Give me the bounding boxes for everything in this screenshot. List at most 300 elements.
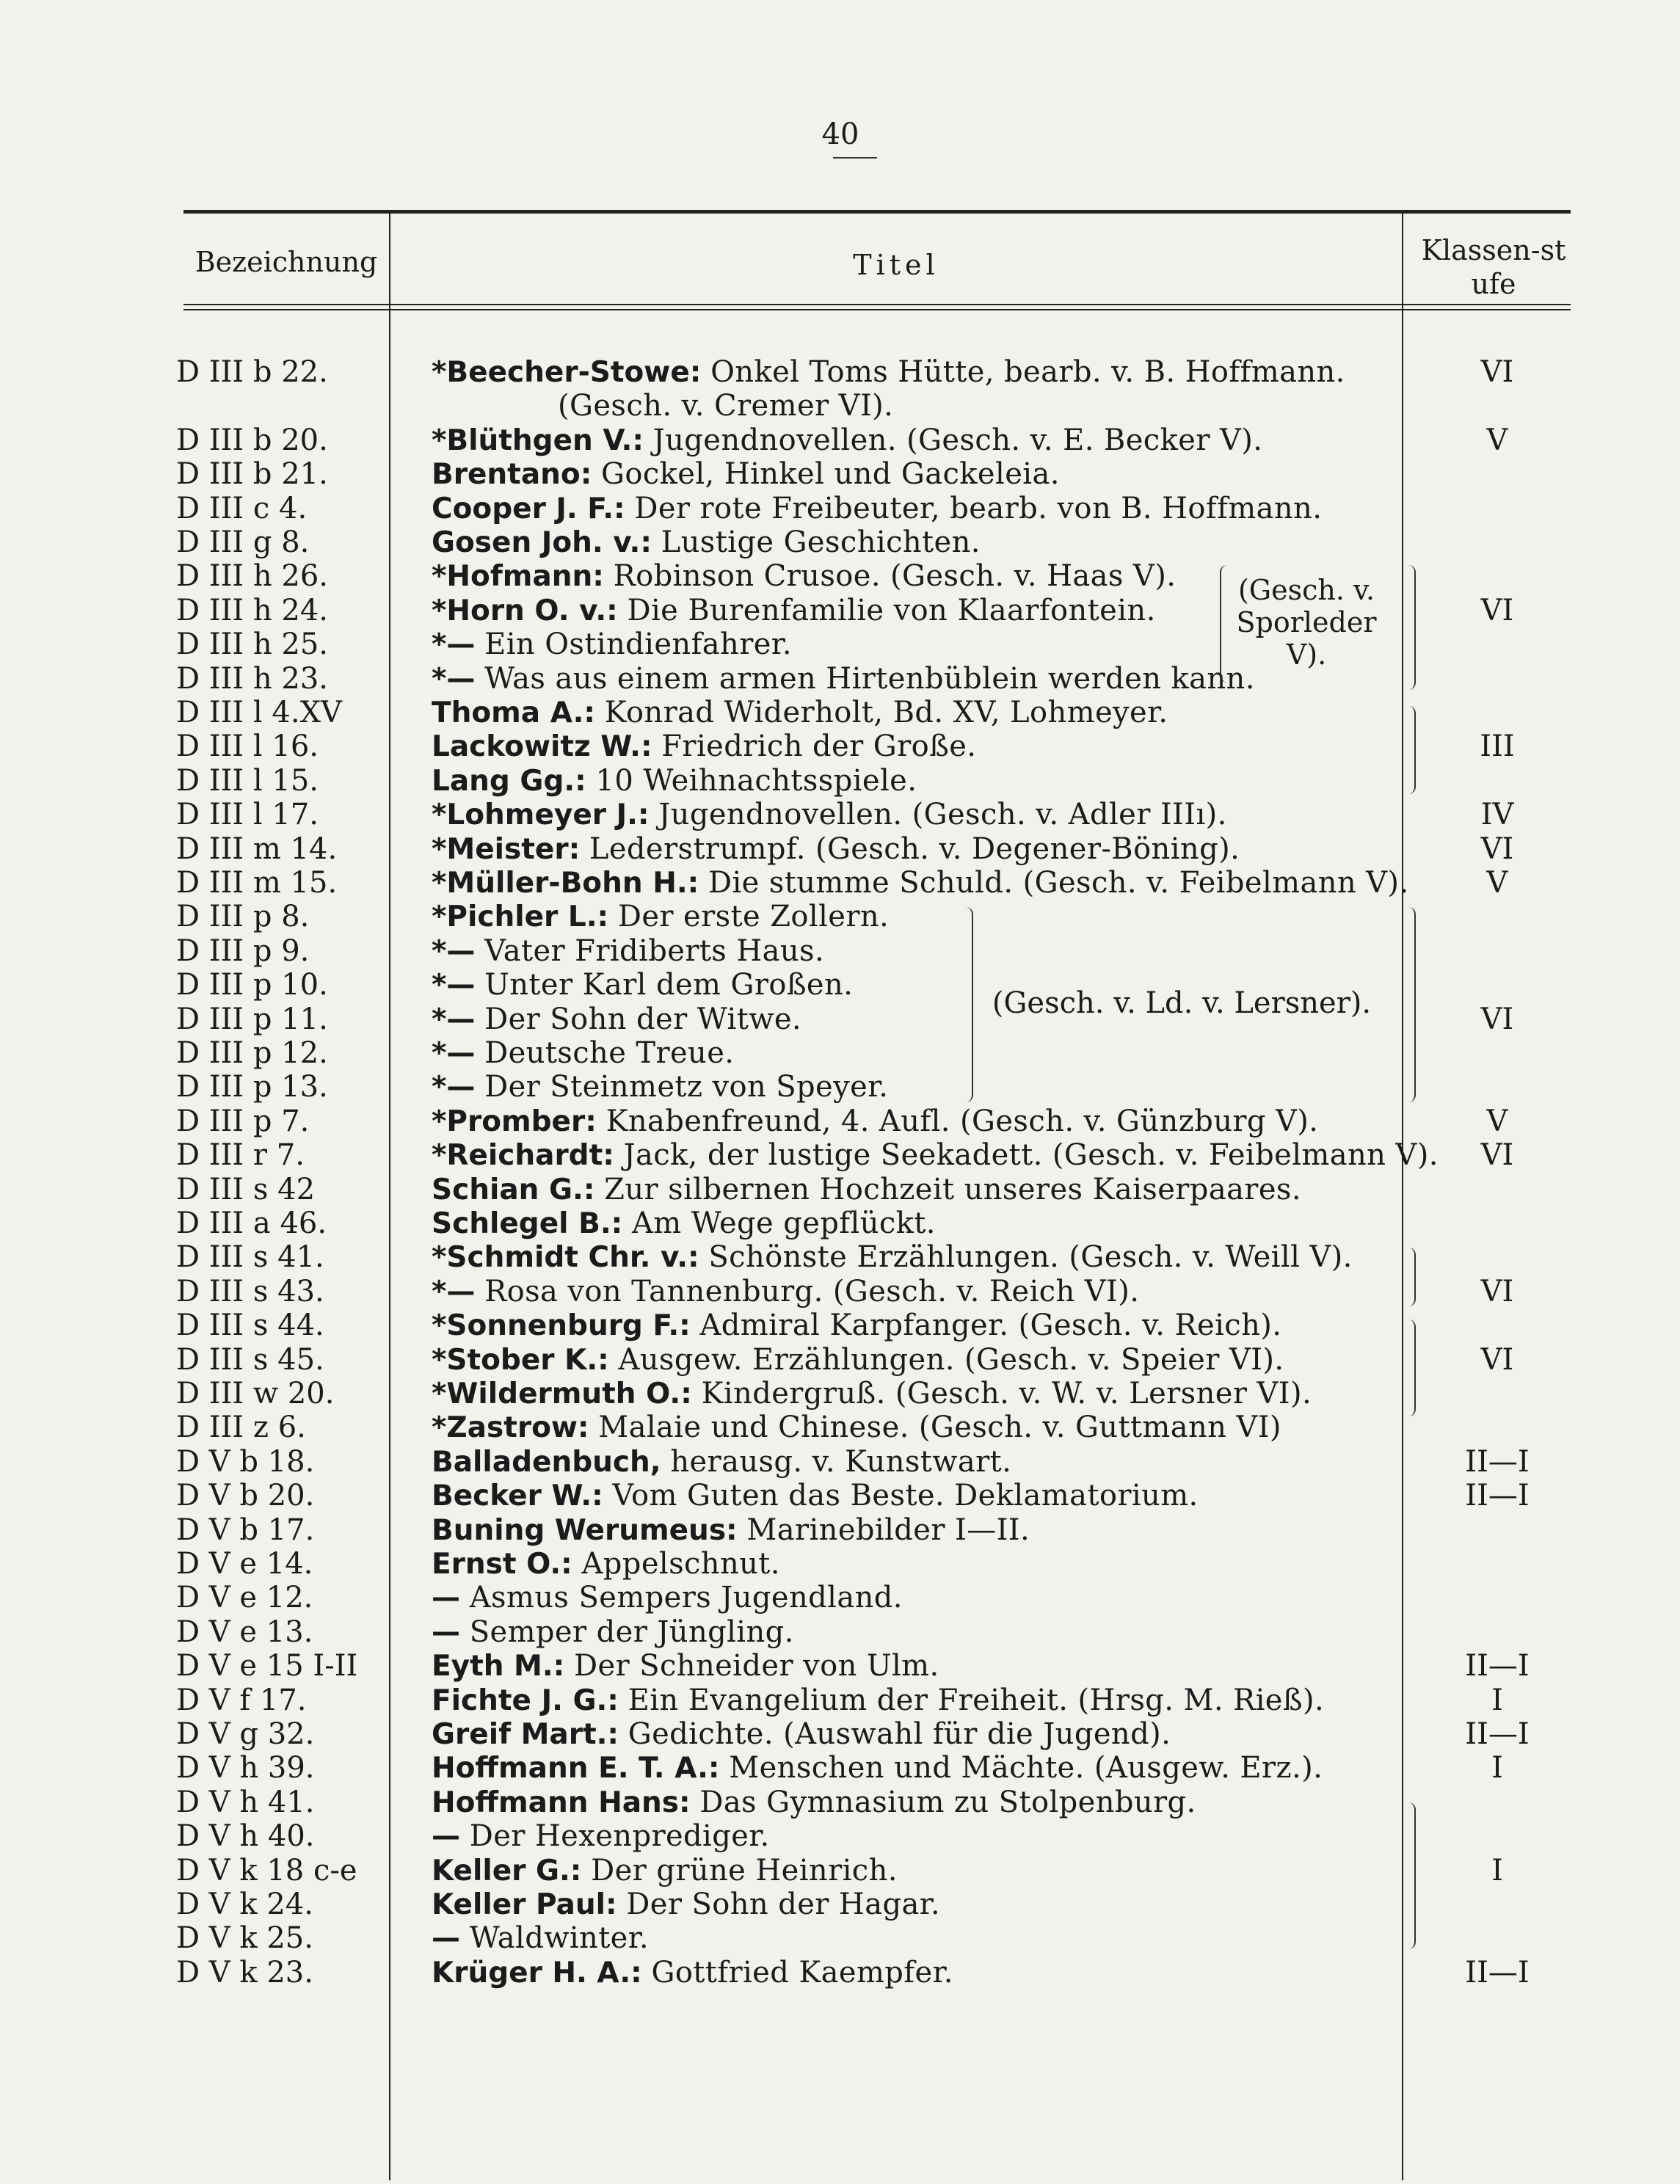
table-row <box>0 559 1680 593</box>
row-author: *Hofmann: <box>432 560 604 594</box>
table-row <box>0 934 1680 968</box>
row-title-text: Was aus einem armen Hirtenbüblein werden kann. <box>484 661 1255 696</box>
row-title <box>432 1002 801 1036</box>
row-title-text: Die stumme Schuld. (Gesch. v. Feibelmann V). <box>708 866 1409 900</box>
row-title <box>432 1854 898 1888</box>
row-title <box>432 1070 888 1104</box>
row-author: Hoffmann E. T. A.: <box>432 1752 720 1786</box>
row-title-text: Schönste Erzählungen. (Gesch. v. Weill V). <box>708 1240 1353 1275</box>
table-row <box>0 900 1680 933</box>
table-row <box>0 1377 1680 1410</box>
row-designation: D III m 14. <box>176 831 338 866</box>
row-title <box>432 1104 1318 1138</box>
row-title-text: Jugendnovellen. (Gesch. v. Adler IIIı). <box>658 798 1227 832</box>
row-title <box>432 1888 940 1921</box>
row-designation: D III p 12. <box>176 1036 328 1070</box>
row-title <box>432 1615 794 1649</box>
row-title-text: Ein Ostindienfahrer. <box>484 627 793 662</box>
table-row <box>0 832 1680 866</box>
row-author: *Promber: <box>432 1104 597 1138</box>
brace-sporleder-left <box>1220 565 1232 682</box>
row-title <box>432 1240 1353 1274</box>
row-title-text: Marinebilder I—II. <box>746 1513 1030 1547</box>
row-designation: D III h 24. <box>176 593 328 627</box>
row-author: *— <box>432 1037 476 1070</box>
row-title-text: Friedrich der Große. <box>661 729 977 764</box>
row-title-text: (Gesch. v. Cremer VI). <box>558 389 894 423</box>
table-row <box>0 866 1680 900</box>
row-title <box>432 1751 1323 1785</box>
row-designation: D III a 46. <box>176 1206 327 1240</box>
table-row <box>0 627 1680 661</box>
row-title-text: Der grüne Heinrich. <box>591 1853 898 1888</box>
row-author: *Pichler L.: <box>432 900 609 934</box>
row-designation: D III h 25. <box>176 627 328 662</box>
row-class-level <box>1409 457 1585 491</box>
row-title-text: Gedichte. (Auswahl für die Jugend). <box>628 1717 1171 1751</box>
row-title <box>432 1308 1281 1342</box>
note-sporleder: (Gesch. v. Sporleder V). <box>1236 574 1377 671</box>
row-class-level: V <box>1486 866 1508 900</box>
row-designation: D III s 43. <box>176 1274 324 1308</box>
row-title <box>558 389 893 423</box>
row-title <box>432 866 1409 900</box>
row-title <box>432 1275 1139 1308</box>
row-author: Gosen Joh. v.: <box>432 526 652 559</box>
row-title-text: Der Steinmetz von Speyer. <box>484 1070 889 1104</box>
row-designation: D V e 14. <box>176 1547 313 1581</box>
row-title-text: Lederstrumpf. (Gesch. v. Degener-Böning). <box>589 831 1240 866</box>
table-row <box>0 1854 1680 1888</box>
row-class-level: VI <box>1480 831 1514 866</box>
row-author: — <box>432 1922 460 1956</box>
row-title <box>432 627 792 661</box>
row-author: Lackowitz W.: <box>432 730 652 764</box>
table-row <box>0 389 1680 423</box>
row-author: Balladenbuch, <box>432 1445 661 1479</box>
row-title <box>432 492 1322 525</box>
page-number: 40 <box>821 117 859 151</box>
row-class-level: VI <box>1480 1342 1514 1377</box>
row-title-text: Der Hexenprediger. <box>469 1819 770 1854</box>
row-designation: D V b 17. <box>176 1513 315 1547</box>
row-title-text: Am Wege gepflückt. <box>631 1206 936 1240</box>
row-title <box>432 1581 903 1615</box>
row-title-text: Jugendnovellen. (Gesch. v. E. Becker V). <box>652 423 1263 457</box>
row-title-text: Vater Fridiberts Haus. <box>484 933 825 968</box>
row-title <box>432 1547 780 1581</box>
table-row <box>0 457 1680 491</box>
row-title <box>432 934 824 968</box>
table-row <box>0 1240 1680 1274</box>
row-designation: D III h 26. <box>176 559 328 594</box>
row-author: *Beecher-Stowe: <box>432 356 702 389</box>
row-title <box>432 1377 1312 1410</box>
row-title-text: Asmus Sempers Jugendland. <box>469 1581 903 1615</box>
row-class-level: VI <box>1480 1138 1514 1173</box>
row-author: Keller Paul: <box>432 1888 617 1921</box>
table-row <box>0 1581 1680 1615</box>
row-class-level: VI <box>1480 593 1514 627</box>
row-designation: D V e 13. <box>176 1615 313 1649</box>
row-class-level <box>1409 1206 1585 1240</box>
row-title-text: Der Sohn der Witwe. <box>484 1002 802 1036</box>
row-title <box>432 1786 1196 1819</box>
table-row <box>0 1036 1680 1070</box>
row-designation: D V e 12. <box>176 1581 313 1615</box>
row-title <box>432 1649 939 1683</box>
row-author: *Horn O. v.: <box>432 594 618 627</box>
row-class-level <box>1409 764 1585 798</box>
row-author: Brentano: <box>432 458 592 492</box>
row-title-text: Semper der Jüngling. <box>469 1615 794 1649</box>
row-title <box>432 764 917 798</box>
row-class-level: VI <box>1480 1274 1514 1308</box>
row-author: *Blüthgen V.: <box>432 423 644 457</box>
row-title <box>432 662 1255 696</box>
row-class-level <box>1409 900 1585 933</box>
table-row <box>0 1751 1680 1785</box>
row-title <box>432 1717 1171 1751</box>
row-title <box>432 1479 1199 1513</box>
row-author: Ernst O.: <box>432 1548 572 1581</box>
row-class-level <box>1409 1240 1585 1274</box>
row-class-level <box>1409 627 1585 661</box>
row-author: Cooper J. F.: <box>432 492 625 525</box>
brace-class-thoma-group <box>1406 706 1416 794</box>
row-class-level <box>1409 696 1585 729</box>
row-title <box>432 1036 734 1070</box>
row-class-level: II—I <box>1465 1717 1530 1751</box>
table-row <box>0 696 1680 729</box>
row-designation: D III l 4.XV <box>176 696 342 729</box>
row-title <box>432 1819 770 1853</box>
row-class-level <box>1409 1819 1585 1853</box>
table-row <box>0 1173 1680 1206</box>
row-designation: D V k 23. <box>176 1955 313 1990</box>
row-title <box>432 1956 953 1990</box>
header-title: Titel <box>853 249 939 281</box>
row-author: *— <box>432 1002 476 1036</box>
header-bottom-rule <box>183 304 1571 305</box>
row-author: Becker W.: <box>432 1479 603 1513</box>
row-title <box>432 1445 1011 1479</box>
row-designation: D III p 8. <box>176 900 310 934</box>
row-designation: D III p 10. <box>176 968 328 1002</box>
row-designation: D III h 23. <box>176 661 328 696</box>
row-author: *Stober K.: <box>432 1343 609 1377</box>
row-class-level <box>1409 968 1585 1002</box>
row-class-level: VI <box>1480 355 1514 389</box>
row-title-text: Vom Guten das Beste. Deklamatorium. <box>612 1479 1199 1513</box>
table-top-rule <box>183 210 1571 214</box>
row-title <box>432 968 853 1002</box>
row-title <box>432 594 1156 627</box>
row-class-level: V <box>1486 423 1508 457</box>
table-row <box>0 1070 1680 1104</box>
row-title-text: Lustige Geschichten. <box>661 525 981 559</box>
row-author: *— <box>432 662 476 696</box>
row-author: Krüger H. A.: <box>432 1956 642 1990</box>
row-designation: D III s 42 <box>176 1172 316 1206</box>
row-author: *Meister: <box>432 832 581 866</box>
row-title <box>432 798 1227 831</box>
row-designation: D V f 17. <box>176 1683 307 1717</box>
brace-class-hofmann-group <box>1406 565 1416 690</box>
row-class-level: I <box>1491 1751 1503 1786</box>
table-row <box>0 1513 1680 1547</box>
row-designation: D V k 25. <box>176 1921 313 1956</box>
table-row <box>0 1819 1680 1853</box>
row-title <box>432 525 981 559</box>
row-author: *— <box>432 969 476 1002</box>
row-class-level <box>1409 492 1585 525</box>
row-class-level <box>1409 389 1585 423</box>
row-class-level <box>1409 1921 1585 1955</box>
row-title <box>432 457 1060 491</box>
row-title <box>432 729 976 763</box>
row-title-text: Waldwinter. <box>469 1921 649 1956</box>
row-designation: D III b 21. <box>176 457 328 492</box>
row-title <box>432 1173 1301 1206</box>
row-class-level: VI <box>1480 1002 1514 1036</box>
row-class-level: V <box>1486 1104 1508 1138</box>
row-author: *Sonnenburg F.: <box>432 1309 691 1343</box>
row-designation: D III w 20. <box>176 1377 335 1410</box>
header-bottom-rule-2 <box>183 309 1571 310</box>
row-designation: D V g 32. <box>176 1717 315 1751</box>
row-class-level <box>1409 1513 1585 1547</box>
row-author: Fichte J. G.: <box>432 1684 619 1717</box>
table-row <box>0 492 1680 525</box>
table-row <box>0 594 1680 627</box>
row-author: Schlegel B.: <box>432 1207 623 1240</box>
row-title <box>432 832 1240 866</box>
row-author: — <box>432 1581 460 1615</box>
row-designation: D III c 4. <box>176 491 308 525</box>
row-title-text: Der Schneider von Ulm. <box>574 1649 939 1684</box>
row-class-level <box>1409 1888 1585 1921</box>
table-row <box>0 1206 1680 1240</box>
row-author: Greif Mart.: <box>432 1718 619 1751</box>
row-designation: D III p 13. <box>176 1070 328 1104</box>
row-title <box>432 1410 1281 1444</box>
table-row <box>0 1410 1680 1444</box>
row-designation: D V h 40. <box>176 1819 315 1854</box>
row-author: Hoffmann Hans: <box>432 1786 691 1819</box>
row-title-text: Malaie und Chinese. (Gesch. v. Guttmann VI) <box>598 1410 1281 1445</box>
row-class-level <box>1409 1173 1585 1206</box>
row-designation: D III p 11. <box>176 1002 328 1036</box>
row-title-text: herausg. v. Kunstwart. <box>670 1444 1012 1479</box>
row-designation: D V k 24. <box>176 1888 313 1921</box>
row-title-text: Zur silbernen Hochzeit unseres Kaiserpaares. <box>604 1172 1301 1206</box>
row-title-text: Der erste Zollern. <box>617 900 890 934</box>
table-row <box>0 1786 1680 1819</box>
row-title-text: Deutsche Treue. <box>484 1036 735 1070</box>
row-title <box>432 1513 1030 1547</box>
row-class-level <box>1409 525 1585 559</box>
row-title-text: Appelschnut. <box>581 1547 780 1581</box>
row-title-text: Rosa von Tannenburg. (Gesch. v. Reich VI). <box>484 1274 1140 1308</box>
row-title <box>432 900 889 933</box>
table-row <box>0 1308 1680 1342</box>
row-class-level: II—I <box>1465 1444 1530 1479</box>
row-designation: D III s 41. <box>176 1240 324 1275</box>
table-row <box>0 1649 1680 1683</box>
row-class-level: II—I <box>1465 1479 1530 1513</box>
row-author: *Zastrow: <box>432 1411 589 1445</box>
row-class-level <box>1409 1410 1585 1444</box>
row-title <box>432 1921 649 1955</box>
row-class-level <box>1409 662 1585 696</box>
table-row <box>0 1684 1680 1717</box>
table-row <box>0 423 1680 457</box>
row-designation: D III p 9. <box>176 933 310 968</box>
brace-lersner-left <box>961 907 973 1102</box>
row-designation: D III b 22. <box>176 355 328 389</box>
row-author: *— <box>432 1275 476 1308</box>
row-class-level <box>1409 1615 1585 1649</box>
row-author: Eyth M.: <box>432 1650 565 1684</box>
table-row <box>0 1343 1680 1377</box>
row-class-level <box>1409 1070 1585 1104</box>
row-title-text: Ausgew. Erzählungen. (Gesch. v. Speier VI). <box>618 1342 1284 1377</box>
row-class-level <box>1409 559 1585 593</box>
row-designation: D III z 6. <box>176 1410 306 1445</box>
brace-class-hoffmann-group <box>1406 1802 1416 1949</box>
table-row <box>0 1479 1680 1513</box>
row-title <box>432 355 1345 389</box>
table-row <box>0 1002 1680 1036</box>
row-designation: D III l 15. <box>176 763 319 798</box>
row-author: Keller G.: <box>432 1854 582 1888</box>
row-title-text: Kindergruß. (Gesch. v. W. v. Lersner VI). <box>701 1377 1312 1410</box>
row-designation: D III b 20. <box>176 423 328 457</box>
page-number-rule <box>833 157 877 159</box>
row-class-level <box>1409 1377 1585 1410</box>
row-title <box>432 559 1176 593</box>
row-title-text: Der rote Freibeuter, bearb. von B. Hoffmann. <box>634 491 1323 525</box>
row-designation: D III s 44. <box>176 1308 324 1343</box>
table-row <box>0 1615 1680 1649</box>
row-class-level: II—I <box>1465 1955 1530 1990</box>
row-designation <box>176 389 389 423</box>
table-row <box>0 1921 1680 1955</box>
row-title <box>432 423 1262 457</box>
table-row <box>0 1104 1680 1138</box>
row-designation: D III l 16. <box>176 729 319 764</box>
row-title-text: Ein Evangelium der Freiheit. (Hrsg. M. Rieß). <box>628 1683 1325 1717</box>
row-class-level <box>1409 1036 1585 1070</box>
row-designation: D V h 39. <box>176 1751 315 1786</box>
row-author: *Lohmeyer J.: <box>432 798 650 832</box>
table-row <box>0 1888 1680 1921</box>
row-designation: D III p 7. <box>176 1104 310 1138</box>
row-title-text: Gottfried Kaempfer. <box>651 1955 953 1990</box>
row-title-text: 10 Weihnachtsspiele. <box>595 763 917 798</box>
row-class-level <box>1409 1581 1585 1615</box>
row-title-text: Gockel, Hinkel und Gackeleia. <box>601 457 1060 492</box>
table-row <box>0 1547 1680 1581</box>
row-author: Thoma A.: <box>432 696 596 729</box>
row-class-level: I <box>1491 1683 1503 1717</box>
row-designation: D V b 18. <box>176 1444 315 1479</box>
row-author: *— <box>432 1071 476 1104</box>
row-class-level: II—I <box>1465 1649 1530 1684</box>
row-author: *Müller-Bohn H.: <box>432 867 699 900</box>
row-author: *Schmidt Chr. v.: <box>432 1241 699 1275</box>
row-class-level <box>1409 1547 1585 1581</box>
table-row <box>0 1717 1680 1751</box>
row-title-text: Konrad Widerholt, Bd. XV, Lohmeyer. <box>604 696 1168 729</box>
row-title <box>432 1206 936 1240</box>
row-title-text: Knabenfreund, 4. Aufl. (Gesch. v. Günzburg V). <box>606 1104 1319 1138</box>
row-class-level: IV <box>1480 798 1514 832</box>
row-author: *Reichardt: <box>432 1139 614 1173</box>
brace-class-sonnenburg-group <box>1406 1320 1416 1416</box>
header-class-level: Klassen-stufe <box>1421 234 1566 300</box>
row-author: *— <box>432 934 476 968</box>
table-row <box>0 1445 1680 1479</box>
row-designation: D V e 15 I-II <box>176 1649 358 1684</box>
row-author: Lang Gg.: <box>432 764 586 798</box>
row-title <box>432 1138 1439 1172</box>
table-row <box>0 525 1680 559</box>
row-title-text: Menschen und Mächte. (Ausgew. Erz.). <box>729 1751 1323 1786</box>
row-designation: D III g 8. <box>176 525 310 559</box>
note-lersner: (Gesch. v. Ld. v. Lersner). <box>992 986 1372 1020</box>
row-author: — <box>432 1820 460 1854</box>
table-row <box>0 798 1680 831</box>
brace-class-pichler-group <box>1406 907 1416 1102</box>
row-author: *— <box>432 628 476 662</box>
row-title-text: Die Burenfamilie von Klaarfontein. <box>627 593 1156 627</box>
row-designation: D III r 7. <box>176 1138 305 1173</box>
row-designation: D III s 45. <box>176 1342 324 1377</box>
table-row <box>0 355 1680 389</box>
row-title-text: Robinson Crusoe. (Gesch. v. Haas V). <box>613 559 1177 594</box>
brace-class-schmidt-group <box>1406 1248 1416 1306</box>
row-class-level: I <box>1491 1853 1503 1888</box>
table-row <box>0 968 1680 1002</box>
row-title-text: Der Sohn der Hagar. <box>626 1888 940 1921</box>
row-author: — <box>432 1615 460 1649</box>
row-class-level: III <box>1480 729 1515 764</box>
row-title-text: Unter Karl dem Großen. <box>484 968 854 1002</box>
row-title <box>432 1343 1284 1377</box>
row-title <box>432 1684 1324 1717</box>
row-title-text: Onkel Toms Hütte, bearb. v. B. Hoffmann. <box>710 355 1345 389</box>
table-row <box>0 764 1680 798</box>
row-designation: D III l 17. <box>176 798 319 832</box>
row-designation: D III m 15. <box>176 866 338 900</box>
row-class-level <box>1409 1308 1585 1342</box>
row-author: *Wildermuth O.: <box>432 1377 692 1410</box>
row-title-text: Das Gymnasium zu Stolpenburg. <box>699 1785 1196 1819</box>
table-row <box>0 1138 1680 1172</box>
table-row <box>0 662 1680 696</box>
row-author: Buning Werumeus: <box>432 1513 738 1547</box>
row-designation: D V b 20. <box>176 1479 315 1513</box>
table-row <box>0 1275 1680 1308</box>
row-designation: D V h 41. <box>176 1785 315 1819</box>
row-title-text: Admiral Karpfanger. (Gesch. v. Reich). <box>699 1308 1282 1343</box>
row-title-text: Jack, der lustige Seekadett. (Gesch. v. Feibelmann V). <box>623 1138 1439 1173</box>
row-class-level <box>1409 1786 1585 1819</box>
table-row <box>0 1956 1680 1990</box>
row-designation: D V k 18 c-e <box>176 1853 357 1888</box>
